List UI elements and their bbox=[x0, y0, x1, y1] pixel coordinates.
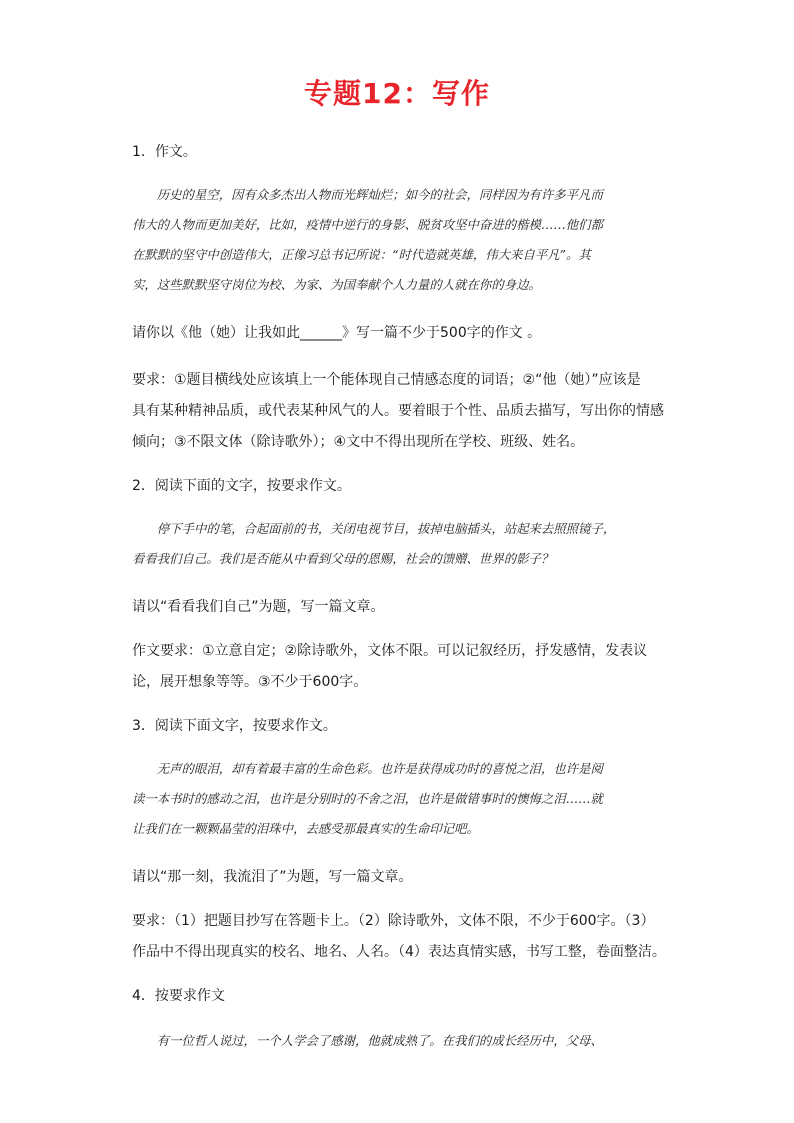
requirement-line: 具有某种精神品质，或代表某种风气的人。要着眼于个性、品质去描写，写出你的情感 bbox=[132, 403, 664, 419]
question-2-prompt bbox=[132, 592, 666, 623]
prompt-line: 请以“看看我们自己”为题，写一篇文章。 bbox=[132, 599, 385, 615]
requirement-line: 作文要求：①立意自定；②除诗歌外，文体不限。可以记叙经历，抒发感情，发表议 bbox=[132, 643, 648, 659]
question-2-passage bbox=[132, 514, 664, 574]
question-2-requirements bbox=[132, 636, 666, 698]
requirement-line: 倾向；③不限文体（除诗歌外）；④文中不得出现所在学校、班级、姓名。 bbox=[132, 434, 585, 450]
question-2-heading: 2．阅读下面的文字，按要求作文。 bbox=[132, 478, 351, 494]
requirement-line: 要求：①题目横线处应该填上一个能体现自己情感态度的词语；②“他（她）”应该是 bbox=[132, 372, 641, 388]
passage-line: 历史的星空，因有众多杰出人物而光辉灿烂；如今的社会，同样因为有许多平凡而 bbox=[132, 187, 603, 202]
question-4-heading: 4．按要求作文 bbox=[132, 988, 225, 1004]
passage-line: 停下手中的笔，合起面前的书，关闭电视节目，拔掉电脑插头，站起来去照照镜子， bbox=[132, 521, 616, 536]
requirement-line: 论，展开想象等等。③不少于600字。 bbox=[132, 674, 368, 690]
page-title: 专题12：写作 bbox=[304, 77, 490, 110]
question-1-prompt bbox=[132, 318, 666, 349]
passage-line: 实，这些默默坚守岗位为校、为家、为国奉献个人力量的人就在你的身边。 bbox=[132, 277, 541, 292]
requirement-line: 作品中不得出现真实的校名、地名、人名。（4）表达真情实感，书写工整，卷面整洁。 bbox=[132, 944, 666, 960]
question-4-passage bbox=[132, 1026, 664, 1056]
question-3-requirements bbox=[132, 906, 666, 968]
prompt-line: 请你以《他（她）让我如此______》写一篇不少于500字的作文 。 bbox=[132, 325, 542, 341]
requirement-line: 要求：（1）把题目抄写在答题卡上。（2）除诗歌外，文体不限，不少于600字。（3） bbox=[132, 913, 655, 929]
passage-line: 有一位哲人说过，一个人学会了感谢，他就成熟了。在我们的成长经历中，父母、 bbox=[132, 1033, 603, 1048]
passage-line: 读一本书时的感动之泪，也许是分别时的不舍之泪，也许是做错事时的懊悔之泪……就 bbox=[132, 791, 603, 806]
passage-line: 无声的眼泪，却有着最丰富的生命色彩。也许是获得成功时的喜悦之泪，也许是阅 bbox=[132, 761, 603, 776]
prompt-line: 请以“那一刻，我流泪了”为题，写一篇文章。 bbox=[132, 869, 413, 885]
passage-line: 看看我们自己。我们是否能从中看到父母的恩赐，社会的馈赠、世界的影子？ bbox=[132, 551, 554, 566]
passage-line: 在默默的坚守中创造伟大，正像习总书记所说：“时代造就英雄，伟大来自平凡”。其 bbox=[132, 247, 591, 262]
question-3-prompt bbox=[132, 862, 666, 893]
question-1-passage bbox=[132, 180, 664, 300]
question-3-passage bbox=[132, 754, 664, 844]
question-3-heading: 3．阅读下面文字，按要求作文。 bbox=[132, 718, 337, 734]
question-1-heading: 1．作文。 bbox=[132, 144, 197, 160]
passage-line: 伟大的人物而更加美好，比如，疫情中逆行的身影、脱贫攻坚中奋进的楷模……他们都 bbox=[132, 217, 603, 232]
passage-line: 让我们在一颗颗晶莹的泪珠中，去感受那最真实的生命印记吧。 bbox=[132, 821, 479, 836]
question-1-requirements bbox=[132, 365, 666, 458]
